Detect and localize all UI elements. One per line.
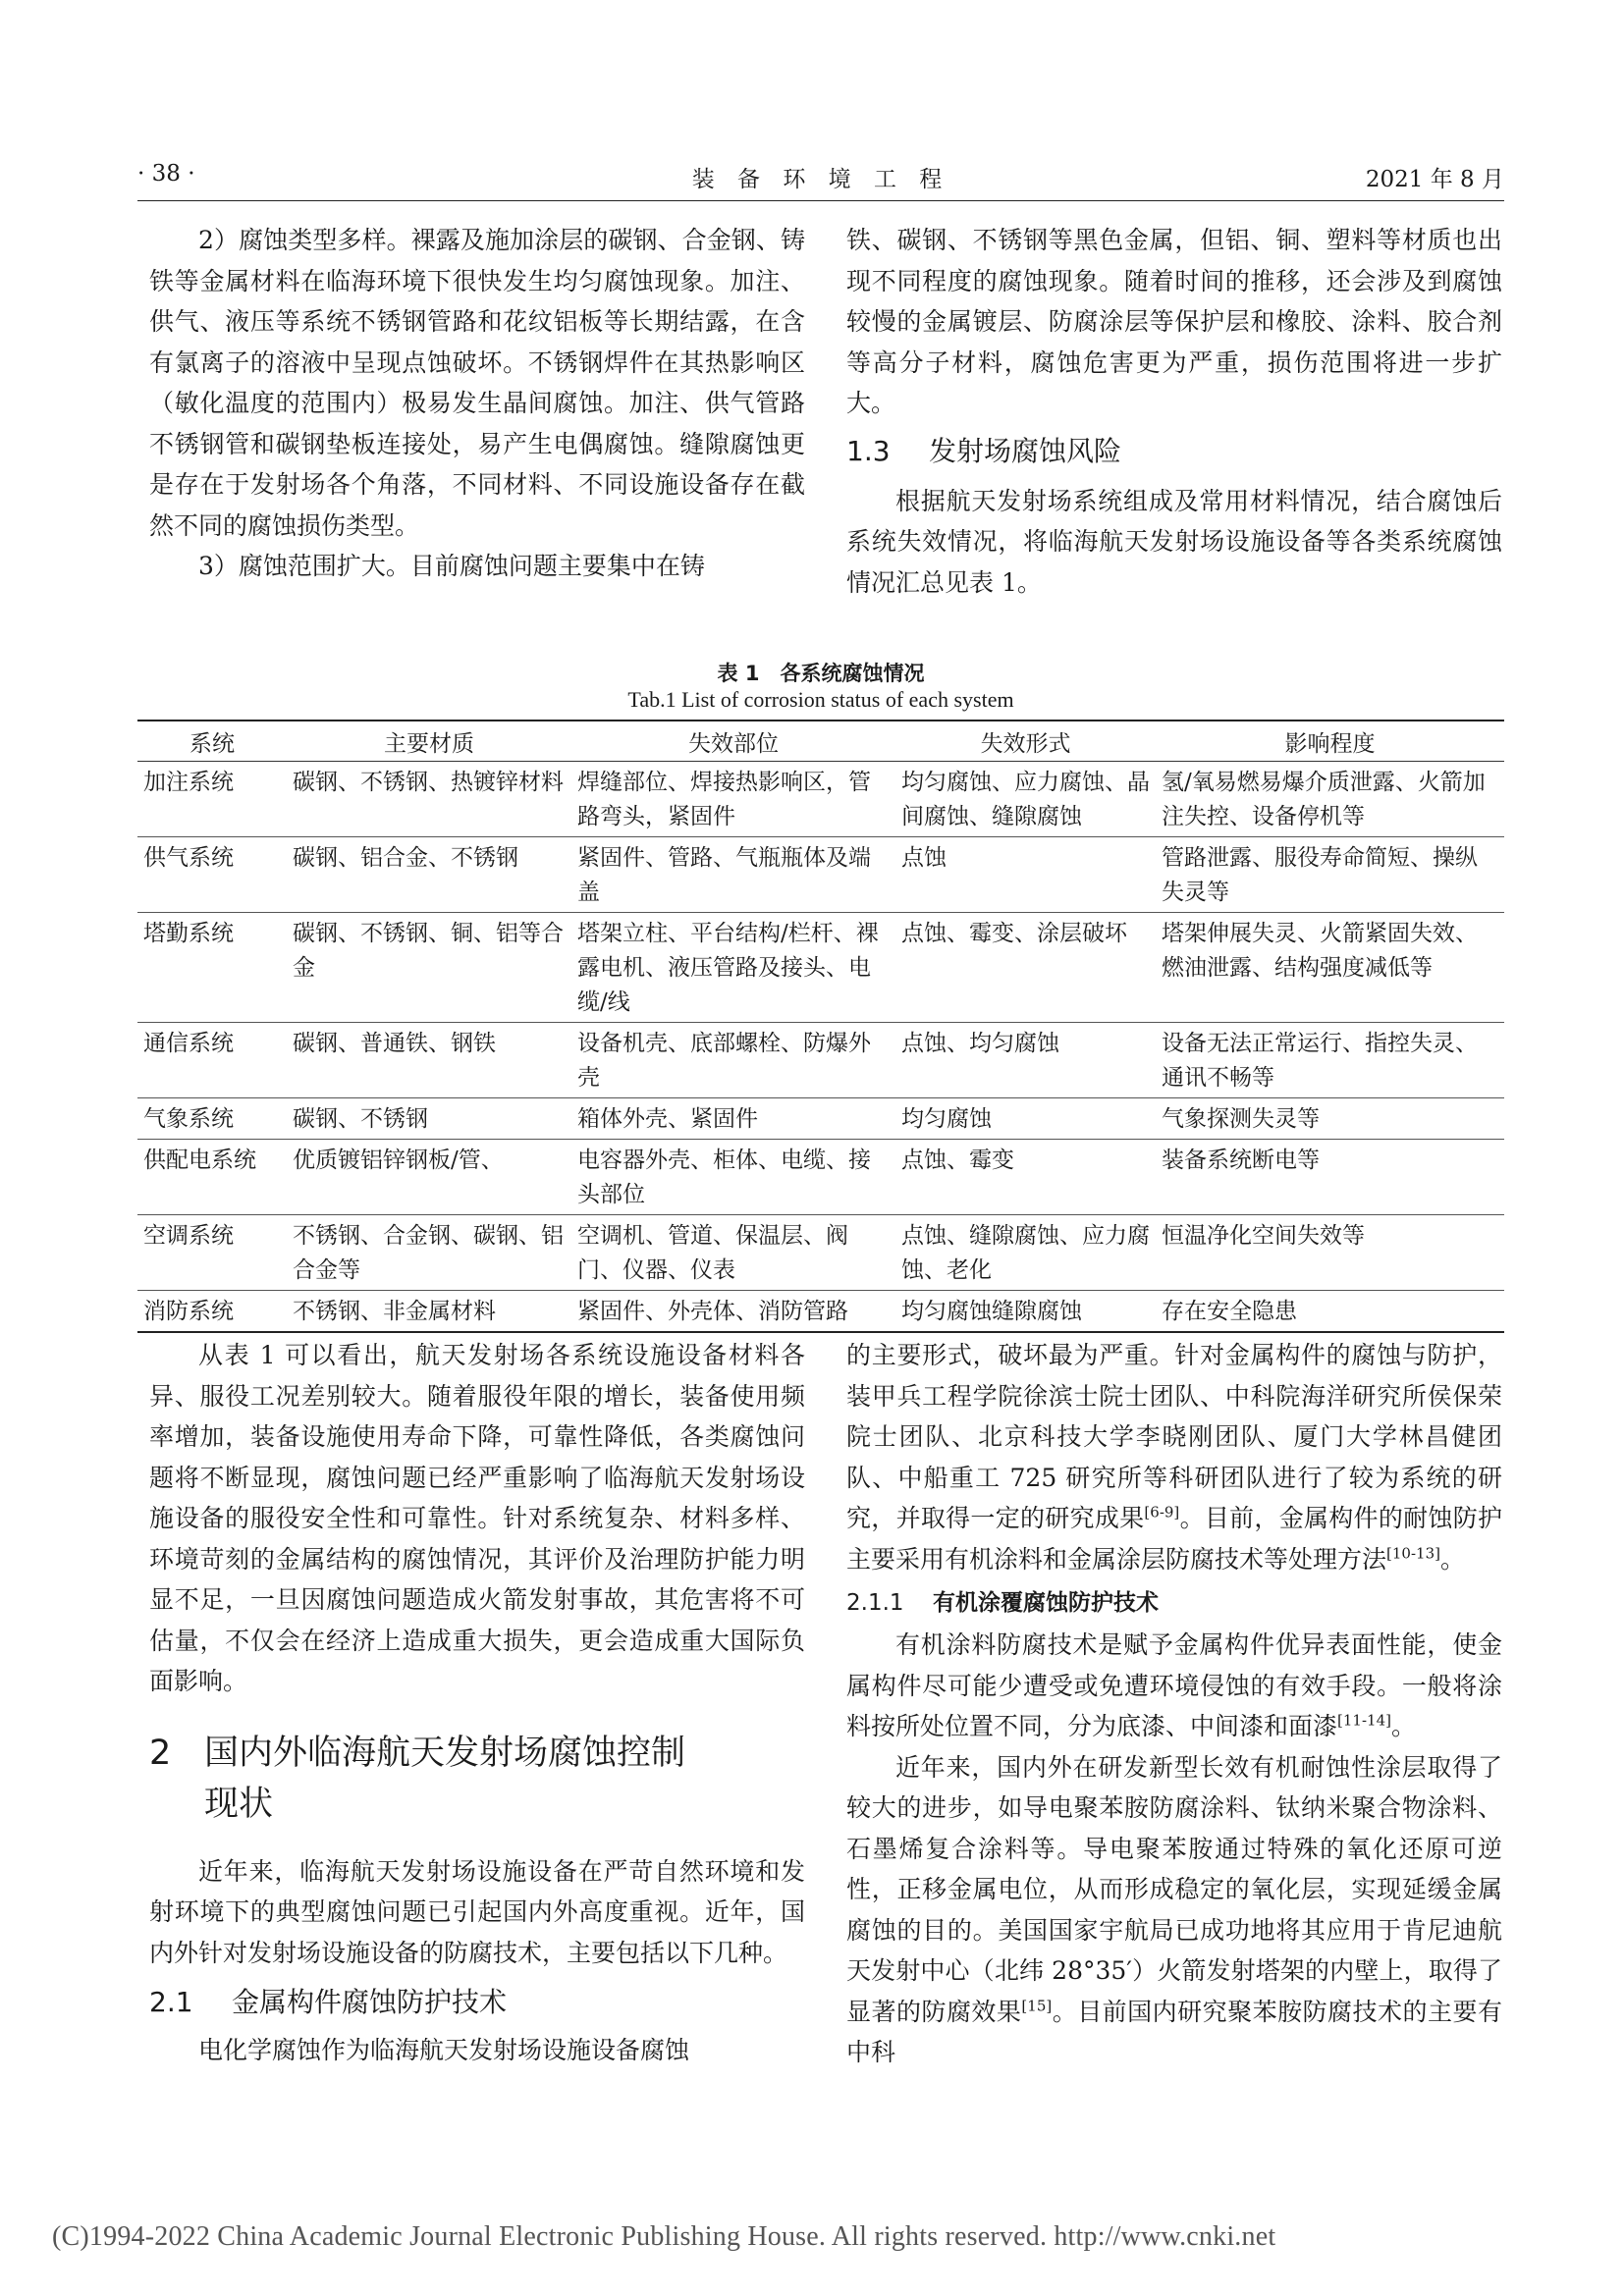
table-row — [137, 1023, 1504, 1098]
table-cell: 紧固件、管路、气瓶瓶体及端盖 — [571, 837, 895, 913]
table-cell: 塔勤系统 — [137, 913, 287, 1023]
table-row — [137, 1098, 1504, 1140]
left-column-bottom — [149, 1335, 805, 2071]
table-row — [137, 837, 1504, 913]
table-cell: 碳钢、不锈钢 — [287, 1098, 571, 1140]
paragraph: 的主要形式，破坏最为严重。针对金属构件的腐蚀与防护，装甲兵工程学院徐滨士院士团队、中科院海洋研究所侯保荣院士团队、北京科技大学李晓刚团队、厦门大学林昌健团队、中船重工 725 研究所等科研团队进行了较为系统的研究，并取得一定的研究成果[6-9]。目前，金属构件的耐蚀防护主要采用有机涂料和金属涂层防腐技术等处理方法[10-13]。 — [846, 1341, 1502, 1574]
column-header: 失效形式 — [895, 721, 1156, 762]
citation: [11-14] — [1337, 1711, 1391, 1730]
table-cell: 塔架伸展失灵、火箭紧固失效、燃油泄露、结构强度减低等 — [1156, 913, 1504, 1023]
section-heading-1-3: 1.3 发射场腐蚀风险 — [846, 434, 1122, 467]
table-cell: 空调机、管道、保温层、阀门、仪器、仪表 — [571, 1215, 895, 1291]
table-cell: 消防系统 — [137, 1291, 287, 1333]
table-row — [137, 913, 1504, 1023]
table-header-row — [137, 721, 1504, 762]
table-cell: 紧固件、外壳体、消防管路 — [571, 1291, 895, 1333]
table-cell: 点蚀、均匀腐蚀 — [895, 1023, 1156, 1098]
table-cell: 均匀腐蚀 — [895, 1098, 1156, 1140]
paragraph: 根据航天发射场系统组成及常用材料情况，结合腐蚀后系统失效情况，将临海航天发射场设施设备等各类系统腐蚀情况汇总见表 1。 — [846, 486, 1502, 597]
table-cell: 电容器外壳、柜体、电缆、接头部位 — [571, 1140, 895, 1215]
table-row — [137, 762, 1504, 837]
table-cell: 设备无法正常运行、指控失灵、通讯不畅等 — [1156, 1023, 1504, 1098]
page-number: · 38 · — [137, 161, 195, 187]
left-column-top — [149, 220, 805, 587]
paragraph: 3）腐蚀范围扩大。目前腐蚀问题主要集中在铸 — [198, 552, 705, 580]
running-header — [137, 161, 1504, 196]
table-cell: 优质镀铝锌钢板/管、 — [287, 1140, 571, 1215]
table-cell: 设备机壳、底部螺栓、防爆外壳 — [571, 1023, 895, 1098]
table-cell: 管路泄露、服役寿命简短、操纵失灵等 — [1156, 837, 1504, 913]
table-cell: 焊缝部位、焊接热影响区，管路弯头，紧固件 — [571, 762, 895, 837]
table-cell: 碳钢、普通铁、钢铁 — [287, 1023, 571, 1098]
column-header: 主要材质 — [287, 721, 571, 762]
table-cell: 均匀腐蚀、应力腐蚀、晶间腐蚀、缝隙腐蚀 — [895, 762, 1156, 837]
table-cell: 点蚀、缝隙腐蚀、应力腐蚀、老化 — [895, 1215, 1156, 1291]
section-heading-2-1-1: 2.1.1 有机涂覆腐蚀防护技术 — [846, 1590, 1159, 1616]
table-row — [137, 1215, 1504, 1291]
header-rule — [137, 200, 1504, 201]
table-cell: 不锈钢、非金属材料 — [287, 1291, 571, 1333]
right-column-top — [846, 220, 1502, 603]
paragraph: 有机涂料防腐技术是赋予金属构件优异表面性能，使金属构件尽可能少遭受或免遭环境侵蚀的有效手段。一般将涂料按所处位置不同，分为底漆、中间漆和面漆[11-14]。 — [846, 1630, 1502, 1740]
column-header: 失效部位 — [571, 721, 895, 762]
journal-title: 装 备 环 境 工 程 — [691, 167, 950, 192]
table-cell: 点蚀、霉变、涂层破坏 — [895, 913, 1156, 1023]
table-cell: 碳钢、铝合金、不锈钢 — [287, 837, 571, 913]
paragraph: 近年来，国内外在研发新型长效有机耐蚀性涂层取得了较大的进步，如导电聚苯胺防腐涂料、钛纳米聚合物涂料、石墨烯复合涂料等。导电聚苯胺通过特殊的氧化还原可逆性，正移金属电位，从而形成稳定的氧化层，实现延缓金属腐蚀的目的。美国国家宇航局已成功地将其应用于肯尼迪航天发射中心（北纬 28°35′）火箭发射塔架的内壁上，取得了显著的防腐效果[15]。目前国内研究聚苯胺防腐技术的主要有中科 — [846, 1752, 1502, 2066]
section-heading-2-1: 2.1 金属构件腐蚀防护技术 — [149, 1986, 508, 2018]
table-cell: 通信系统 — [137, 1023, 287, 1098]
table-cell: 装备系统断电等 — [1156, 1140, 1504, 1215]
table-cell: 氢/氧易燃易爆介质泄露、火箭加注失控、设备停机等 — [1156, 762, 1504, 837]
table-cell: 加注系统 — [137, 762, 287, 837]
table-cell: 塔架立柱、平台结构/栏杆、裸露电机、液压管路及接头、电缆/线 — [571, 913, 895, 1023]
column-header: 影响程度 — [1156, 721, 1504, 762]
table-cell: 碳钢、不锈钢、铜、铝等合金 — [287, 913, 571, 1023]
paragraph: 铁、碳钢、不锈钢等黑色金属，但铝、铜、塑料等材质也出现不同程度的腐蚀现象。随着时间的推移，还会涉及到腐蚀较慢的金属镀层、防腐涂层等保护层和橡胶、涂料、胶合剂等高分子材料，腐蚀危害更为严重，损伤范围将进一步扩大。 — [846, 226, 1502, 417]
table-cell: 供配电系统 — [137, 1140, 287, 1215]
table-cell: 碳钢、不锈钢、热镀锌材料 — [287, 762, 571, 837]
right-column-bottom — [846, 1335, 1502, 2073]
table-cell: 恒温净化空间失效等 — [1156, 1215, 1504, 1291]
table-caption-cn: 表 1 各系统腐蚀情况 — [717, 662, 925, 685]
copyright-footer: (C)1994-2022 China Academic Journal Electronic Publishing House. All rights reserved. http://www.cnki.net — [52, 2221, 1276, 2252]
table-row — [137, 1140, 1504, 1215]
citation: [10-13] — [1386, 1544, 1440, 1563]
table-cell: 点蚀 — [895, 837, 1156, 913]
paragraph: 近年来，临海航天发射场设施设备在严苛自然环境和发射环境下的典型腐蚀问题已引起国内外高度重视。近年，国内外针对发射场设施设备的防腐技术，主要包括以下几种。 — [149, 1856, 805, 1967]
table-cell: 均匀腐蚀缝隙腐蚀 — [895, 1291, 1156, 1333]
paragraph: 从表 1 可以看出，航天发射场各系统设施设备材料各异、服役工况差别较大。随着服役年限的增长，装备使用频率增加，装备设施使用寿命下降，可靠性降低，各类腐蚀问题将不断显现，腐蚀问题已经严重影响了临海航天发射场设施设备的服役安全性和可靠性。针对系统复杂、材料多样、环境苛刻的金属结构的腐蚀情况，其评价及治理防护能力明显不足，一旦因腐蚀问题造成火箭发射事故，其危害将不可估量，不仅会在经济上造成重大损失，更会造成重大国际负面影响。 — [149, 1341, 805, 1695]
table-cell: 点蚀、霉变 — [895, 1140, 1156, 1215]
table-cell: 气象探测失灵等 — [1156, 1098, 1504, 1140]
citation: [6-9] — [1144, 1503, 1180, 1522]
table-cell: 空调系统 — [137, 1215, 287, 1291]
table-cell: 存在安全隐患 — [1156, 1291, 1504, 1333]
paragraph: 电化学腐蚀作为临海航天发射场设施设备腐蚀 — [198, 2036, 690, 2064]
table-cell: 箱体外壳、紧固件 — [571, 1098, 895, 1140]
table-cell: 不锈钢、合金钢、碳钢、铝合金等 — [287, 1215, 571, 1291]
table-cell: 供气系统 — [137, 837, 287, 913]
table-caption-en: Tab.1 List of corrosion status of each system — [627, 687, 1014, 712]
table-cell: 气象系统 — [137, 1098, 287, 1140]
table-row — [137, 1291, 1504, 1333]
issue-date: 2021 年 8 月 — [1365, 167, 1504, 192]
section-heading-2: 2 国内外临海航天发射场腐蚀控制 现状 — [149, 1733, 686, 1824]
paragraph: 2）腐蚀类型多样。裸露及施加涂层的碳钢、合金钢、铸铁等金属材料在临海环境下很快发生均匀腐蚀现象。加注、供气、液压等系统不锈钢管路和花纹铝板等长期结露，在含有氯离子的溶液中呈现点蚀破坏。不锈钢焊件在其热影响区（敏化温度的范围内）极易发生晶间腐蚀。加注、供气管路不锈钢管和碳钢垫板连接处，易产生电偶腐蚀。缝隙腐蚀更是存在于发射场各个角落，不同材料、不同设施设备存在截然不同的腐蚀损伤类型。 — [149, 226, 805, 540]
corrosion-table — [137, 720, 1504, 1333]
citation: [15] — [1021, 1997, 1053, 2015]
column-header: 系统 — [137, 721, 287, 762]
